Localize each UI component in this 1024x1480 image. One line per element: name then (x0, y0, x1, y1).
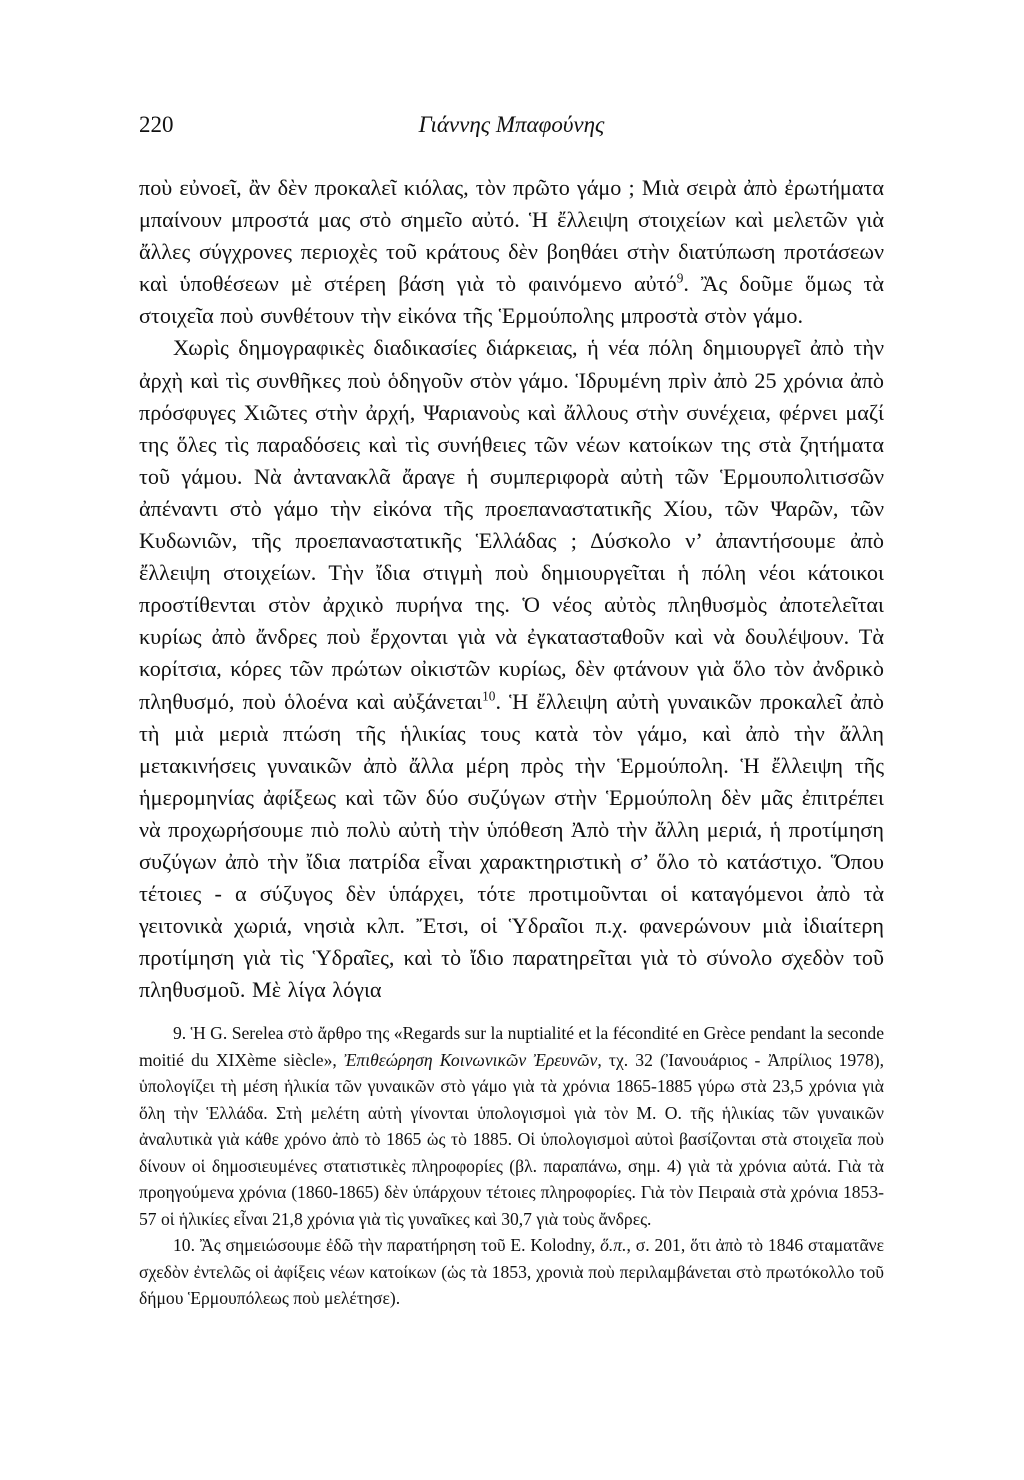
paragraph-2-text-a: Χωρὶς δημογραφικὲς διαδικασίες διάρκειας, ἡ νέα πόλη δημιουργεῖ ἀπὸ τὴν ἀρχὴ καὶ τὶς συνθῆκες ποὺ ὁδηγοῦν στὸν γάμο. Ἱδρυμένη πρὶν ἀπὸ 25 χρόνια ἀπὸ πρόσφυγες Χιῶτες στὴν ἀρχή, Ψαριανοὺς καὶ ἄλλους στὴν συνέχεια, φέρνει μαζί της ὅλες τὶς παραδόσεις καὶ τὶς συνήθειες τῶν νέων κατοίκων της στὰ ζητήματα τοῦ γάμου. Νὰ ἀντανακλᾶ ἄραγε ἡ συμπεριφορὰ αὐτὴ τῶν Ἑρμουπολιτισσῶν ἀπέναντι στὸ γάμο τὴν εἰκόνα τῆς προεπαναστατικῆς Χίου, τῶν Ψαρῶν, τῶν Κυδωνιῶν, τῆς προεπαναστατικῆς Ἑλλάδας ; Δύσκολο ν’ ἀπαντήσουμε ἀπὸ ἔλλειψη στοιχείων. Τὴν ἴδια στιγμὴ ποὺ δημιουργεῖται ἡ πόλη νέοι κάτοικοι προστίθενται στὸν ἀρχικὸ πυρήνα της. Ὁ νέος αὐτὸς πληθυσμὸς ἀποτελεῖται κυρίως ἀπὸ ἄνδρες ποὺ ἔρχονται γιὰ νὰ ἐγκατασταθοῦν καὶ νὰ δουλέψουν. Τὰ κορίτσια, κόρες τῶν πρώτων οἰκιστῶν κυρίως, δὲν φτάνουν γιὰ ὅλο τὸν ἀνδρικὸ πληθυσμό, ποὺ ὁλοένα καὶ αὐξάνεται (139, 335, 884, 714)
paragraph-2-text-b: . Ἡ ἔλλειψη αὐτὴ γυναικῶν προκαλεῖ ἀπὸ τὴ μιὰ μεριὰ πτώση τῆς ἡλικίας τους κατὰ τὸν γάμο, καὶ ἀπὸ τὴν ἄλλη μετακινήσεις γυναικῶν ἀπὸ ἄλλα μέρη πρὸς τὴν Ἑρμούπολη. Ἡ ἔλλειψη τῆς ἡμερομηνίας ἀφίξεως καὶ τῶν δύο συζύγων στὴν Ἑρμούπολη δὲν μᾶς ἐπιτρέπει νὰ προχωρήσουμε πιὸ πολὺ αὐτὴ τὴν ὑπόθεση Ἀπὸ τὴν ἄλλη μεριά, ἡ προτίμηση συζύγων ἀπὸ τὴν ἴδια πατρίδα εἶναι χαρακτηριστικὴ σ’ ὅλο τὸ κατάστιχο. Ὅπου τέτοιες - α σύζυγος δὲν ὑπάρχει, τότε προτιμοῦνται οἱ καταγόμενοι ἀπὸ τὰ γειτονικὰ χωριά, νησιὰ κλπ. Ἔτσι, οἱ Ὑδραῖοι π.χ. φανερώνουν μιὰ ἰδιαίτερη προτίμηση γιὰ τὶς Ὑδραῖες, καὶ τὸ ἴδιο παρατηρεῖται γιὰ τὸ σύνολο σχεδὸν τοῦ πληθυσμοῦ. Μὲ λίγα λόγια (139, 688, 885, 1003)
main-text (139, 172, 884, 1006)
footnote-9-journal: Ἐπιθεώρηση Κοινωνικῶν Ἐρευνῶν (343, 1049, 598, 1070)
paragraph-1 (139, 172, 884, 332)
footnote-10-op-cit: ὅ.π. (600, 1235, 627, 1255)
paragraph-1-text-a: ποὺ εὐνοεῖ, ἂν δὲν προκαλεῖ κιόλας, τὸν πρῶτο γάμο ; Μιὰ σειρὰ ἀπὸ ἐρωτήματα μπαίνουν μπροστά μας στὸ σημεῖο αὐτό. Ἡ ἔλλειψη στοιχείων καὶ μελετῶν γιὰ ἄλλες σύγχρονες περιοχὲς τοῦ κράτους δὲν βοηθάει στὴν διατύπωση προτάσεων καὶ ὑποθέσεων μὲ στέρεη βάση γιὰ τὸ φαινόμενο αὐτό (139, 175, 884, 297)
footnotes (139, 1020, 884, 1312)
footnote-9 (139, 1020, 884, 1232)
page-number: 220 (139, 112, 174, 137)
footnote-ref-10: 10 (482, 688, 496, 704)
footnote-10-text-b: , σ. 201, ὅτι ἀπὸ τὸ 1846 σταματᾶνε σχεδὸν ἐντελῶς οἱ ἀφίξεις νέων κατοίκων (ὡς τὰ 1853, χρονιὰ ποὺ περιλαμβάνεται στὸ πρωτόκολλο τοῦ δήμου Ἑρμουπόλεως ποὺ μελέτησε). (139, 1235, 885, 1308)
footnote-10 (139, 1232, 884, 1312)
running-head-author: Γιάννης Μπαφούνης (418, 112, 605, 137)
footnote-9-text-a: 9. Ἡ G. Serelea στὸ ἄρθρο της «Regards sur la nuptialité et la fécondité en Grèce pendant la seconde moitié du XIXème siècle», (139, 1023, 884, 1070)
footnote-10-text-a: 10. Ἂς σημειώσουμε ἐδῶ τὴν παρατήρηση τοῦ E. Kolodny, (173, 1235, 601, 1255)
paragraph-1-text-b: . Ἂς δοῦμε ὅμως τὰ στοιχεῖα ποὺ συνθέτουν τὴν εἰκόνα τῆς Ἑρμούπολης μπροστὰ στὸν γάμο. (139, 271, 884, 329)
page-header (139, 112, 884, 146)
paragraph-2 (139, 332, 884, 1006)
footnote-9-text-b: , τχ. 32 (Ἰανουάριος - Ἀπρίλιος 1978), ὑπολογίζει τὴ μέση ἡλικία τῶν γυναικῶν στὸ γάμο γιὰ τὰ χρόνια 1865-1885 γύρω στὰ 23,5 χρόνια γιὰ ὅλη τὴν Ἑλλάδα. Στὴ μελέτη αὐτὴ γίνονται ὑπολογισμοὶ γιὰ τὸν Μ. Ο. τῆς ἡλικίας τῶν γυναικῶν ἀναλυτικὰ γιὰ κάθε χρόνο ἀπὸ τὸ 1865 ὡς τὸ 1885. Οἱ ὑπολογισμοὶ αὐτοὶ βασίζονται στὰ στοιχεῖα ποὺ δίνουν οἱ δημοσιευμένες στατιστικὲς πληροφορίες (βλ. παραπάνω, σημ. 4) γιὰ τὰ χρόνια αὐτά. Γιὰ τὰ προηγούμενα χρόνια (1860-1865) δὲν ὑπάρχουν τέτοιες πληροφορίες. Γιὰ τὸν Πειραιὰ στὰ χρόνια 1853-57 οἱ ἡλικίες εἶναι 21,8 χρόνια γιὰ τὶς γυναῖκες καὶ 30,7 γιὰ τοὺς ἄνδρες. (139, 1049, 884, 1229)
footnote-ref-9: 9 (676, 270, 684, 286)
